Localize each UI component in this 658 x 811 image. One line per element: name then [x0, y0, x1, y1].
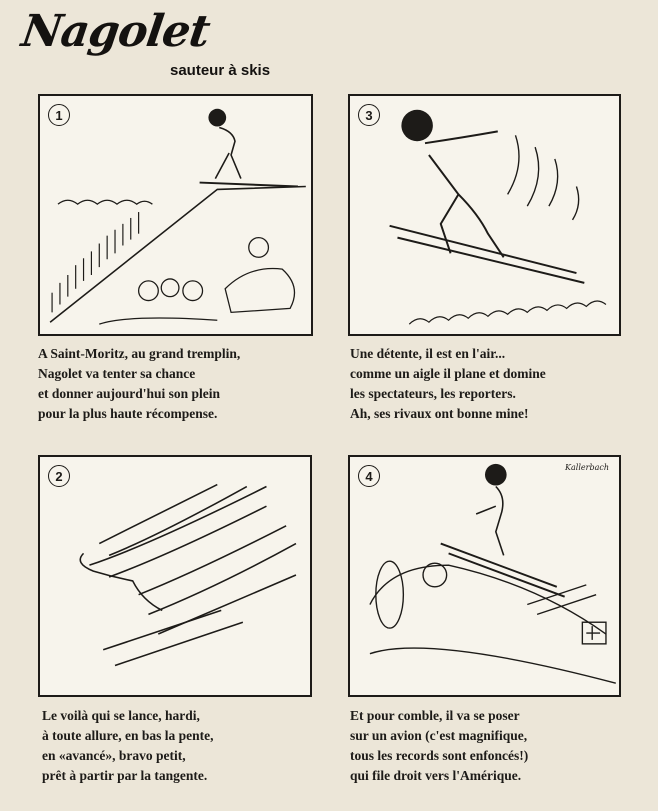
panel-3-number: 3 — [358, 104, 380, 126]
caption-2-line: à toute allure, en bas la pente, — [42, 728, 214, 743]
artist-signature: Kallerbach — [565, 463, 609, 472]
panel-1-drawing — [40, 96, 311, 334]
caption-4-line: Et pour comble, il va se poser — [350, 708, 520, 723]
panel-4 — [348, 455, 621, 697]
caption-1-line: Nagolet va tenter sa chance — [38, 366, 196, 381]
caption-2-line: prêt à partir par la tangente. — [42, 768, 208, 783]
caption-4-line: qui file droit vers l'Amérique. — [350, 768, 522, 783]
caption-3-line: comme un aigle il plane et domine — [350, 366, 546, 381]
caption-3-line: les spectateurs, les reporters. — [350, 386, 516, 401]
caption-2 — [42, 706, 214, 786]
panel-1 — [38, 94, 313, 336]
caption-4 — [350, 706, 528, 786]
comic-title: Nagolet — [18, 6, 213, 57]
caption-4-line: sur un avion (c'est magnifique, — [350, 728, 528, 743]
caption-2-line: Le voilà qui se lance, hardi, — [42, 708, 200, 723]
panel-3-drawing — [350, 96, 619, 334]
caption-4-line: tous les records sont enfoncés!) — [350, 748, 529, 763]
panel-1-number: 1 — [48, 104, 70, 126]
panel-4-drawing — [350, 457, 619, 695]
caption-3-line: Une détente, il est en l'air... — [350, 346, 506, 361]
caption-1-line: et donner aujourd'hui son plein — [38, 386, 221, 401]
caption-1-line: pour la plus haute récompense. — [38, 406, 218, 421]
caption-1-line: A Saint-Moritz, au grand tremplin, — [38, 346, 241, 361]
caption-3-line: Ah, ses rivaux ont bonne mine! — [350, 406, 529, 421]
comic-subtitle: sauteur à skis — [170, 62, 271, 79]
caption-2-line: en «avancé», bravo petit, — [42, 748, 186, 763]
panel-2-drawing — [40, 457, 310, 695]
panel-3 — [348, 94, 621, 336]
panel-2-number: 2 — [48, 465, 70, 487]
caption-3 — [350, 344, 546, 424]
panel-2 — [38, 455, 312, 697]
panel-4-number: 4 — [358, 465, 380, 487]
caption-1 — [38, 344, 240, 424]
